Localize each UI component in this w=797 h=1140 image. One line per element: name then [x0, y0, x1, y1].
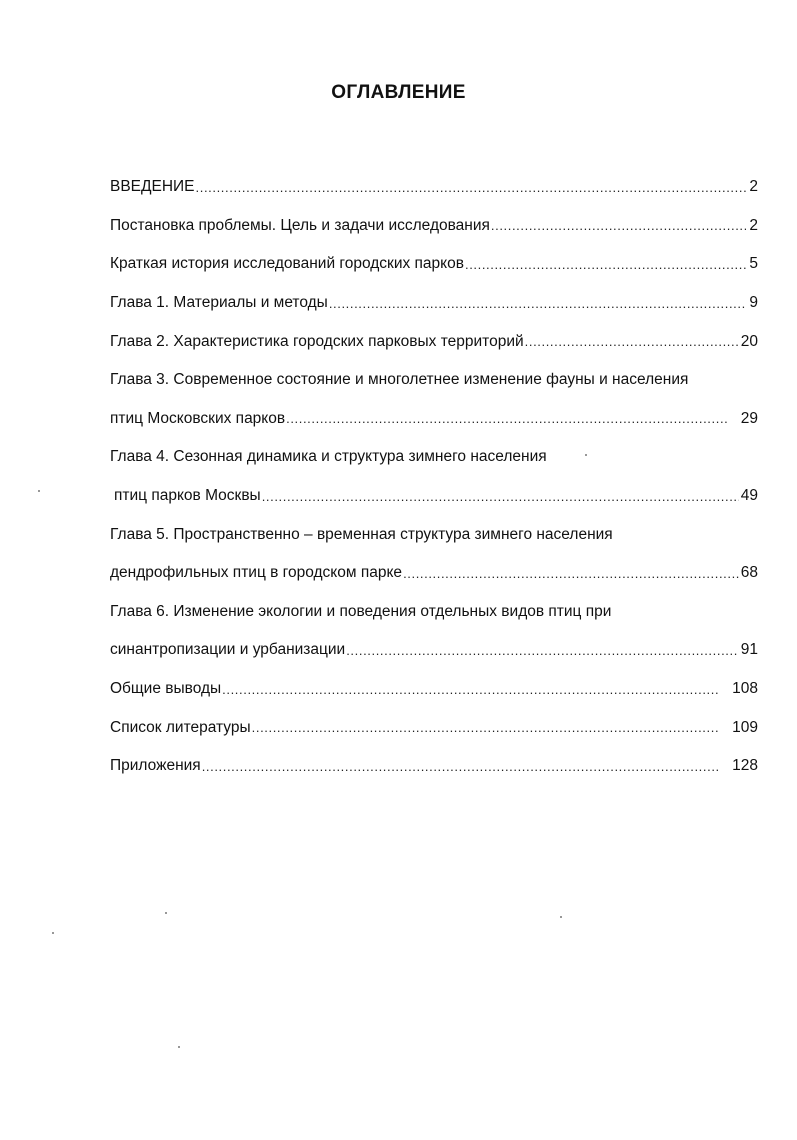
- toc-entry-page: 2: [749, 178, 758, 196]
- toc-entry-heading-line: [110, 438, 758, 477]
- toc-entry: [110, 554, 758, 593]
- toc-entry-text: ВВЕДЕНИЕ: [110, 178, 195, 196]
- scan-speck: [585, 454, 587, 456]
- toc-entry-page: 128: [732, 757, 758, 775]
- toc-entry: [110, 245, 758, 284]
- scan-speck: [178, 1046, 180, 1048]
- leader-dots: [403, 566, 739, 581]
- leader-dots: [262, 489, 739, 504]
- toc-entry: [110, 207, 758, 246]
- toc-entry-text: Глава 6. Изменение экологии и поведения отдельных видов птиц при: [110, 602, 612, 620]
- leader-dots: [491, 218, 746, 233]
- toc-entry-text: Глава 4. Сезонная динамика и структура зимнего населения: [110, 448, 547, 466]
- toc-entry: [110, 747, 758, 786]
- toc-entry-text: птиц парков Москвы: [114, 487, 261, 505]
- toc-entry-page: 108: [732, 680, 758, 698]
- leader-dots: [286, 411, 729, 426]
- toc-entry-page: 29: [740, 409, 758, 427]
- toc-entry-page: 20: [740, 332, 758, 350]
- leader-dots: [465, 257, 746, 272]
- toc-entry-text: Глава 2. Характеристика городских парковых территорий: [110, 332, 524, 350]
- toc-entry-text: Приложения: [110, 757, 201, 775]
- toc-entry-text: дендрофильных птиц в городском парке: [110, 564, 403, 582]
- leader-dots: [252, 720, 720, 735]
- toc-entry: [110, 168, 758, 207]
- toc-entry-text: Краткая история исследований городских парков: [110, 255, 464, 273]
- toc-entry-text: Глава 1. Материалы и методы: [110, 294, 328, 312]
- toc-entry-page: 49: [740, 487, 758, 505]
- toc-entry-page: 5: [749, 255, 758, 273]
- toc-entry-heading-line: [110, 515, 758, 554]
- toc-heading: ОГЛАВЛЕНИЕ: [331, 82, 466, 103]
- leader-dots: [196, 180, 746, 195]
- toc-entry-page: 109: [732, 718, 758, 736]
- toc-entry-text: Глава 3. Современное состояние и многолетнее изменение фауны и населения: [110, 371, 689, 389]
- toc-entry-text: Список литературы: [110, 718, 251, 736]
- toc-entry: [110, 708, 758, 747]
- leader-dots: [202, 759, 720, 774]
- scan-speck: [560, 916, 562, 918]
- toc-entry-page: 91: [740, 641, 758, 659]
- toc-entry-page: 9: [749, 294, 758, 312]
- toc-entry-page: 68: [740, 564, 758, 582]
- toc-entry-text: Постановка проблемы. Цель и задачи исследования: [110, 216, 490, 234]
- toc-entry-text: Глава 5. Пространственно – временная структура зимнего населения: [110, 525, 613, 543]
- toc-entry: [110, 284, 758, 323]
- scan-speck: [38, 490, 40, 492]
- leader-dots: [525, 334, 739, 349]
- toc-entry: [110, 400, 758, 439]
- leader-dots: [222, 682, 720, 697]
- leader-dots: [346, 643, 739, 658]
- toc-entry: [110, 631, 758, 670]
- toc-entry-text: синантропизации и урбанизации: [110, 641, 346, 659]
- toc-entry-text: Общие выводы: [110, 680, 222, 698]
- toc-entry: [110, 322, 758, 361]
- table-of-contents: [110, 168, 758, 786]
- toc-entry: [110, 477, 758, 516]
- toc-entry: [110, 670, 758, 709]
- leader-dots: [329, 296, 746, 311]
- scan-speck: [165, 912, 167, 914]
- scan-speck: [52, 932, 54, 934]
- toc-entry-page: 2: [749, 216, 758, 234]
- toc-entry-heading-line: [110, 361, 758, 400]
- toc-entry-heading-line: [110, 593, 758, 632]
- toc-entry-text: птиц Московских парков: [110, 409, 286, 427]
